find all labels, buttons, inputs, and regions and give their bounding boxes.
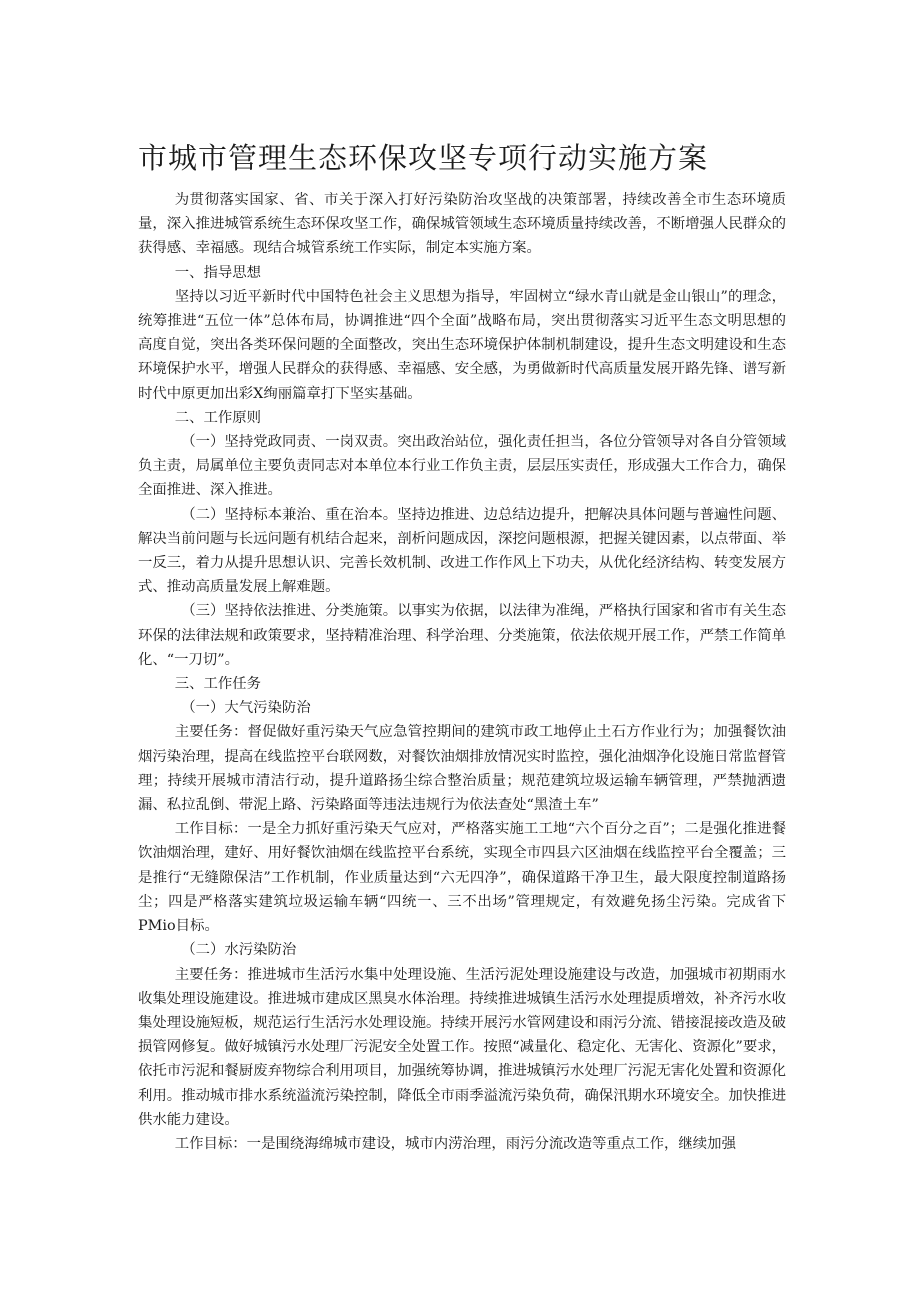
- principle-paragraph-2: （二）坚持标本兼治、重在治本。坚持边推进、边总结边提升，把解决具体问题与普遍性问题、解决当前问题与长远问题有机结合起来，剖析问题成因，深挖问题根源，把握关键因素，以点带面、举一反三，着力从提升思想认识、完善长效机制、改进工作作风上下功夫，从优化经济结构、转变发展方式、推动高质量发展上解难题。: [138, 506, 786, 596]
- air-work-goals-paragraph: 工作目标：一是全力抓好重污染天气应对，严格落实施工工地“六个百分之百”；二是强化推进餐饮油烟治理，建好、用好餐饮油烟在线监控平台系统，实现全市四县六区油烟在线监控平台全覆盖；三是推行“无缝隙保洁”工作机制，作业质量达到“六无四净”，确保道路干净卫生，最大限度控制道路扬尘；四是严格落实建筑垃圾运输车辆“四统一、三不出场”管理规定，有效避免扬尘污染。完成省下PMio目标。: [138, 821, 786, 935]
- water-main-tasks-paragraph: 主要任务：推进城市生活污水集中处理设施、生活污泥处理设施建设与改造，加强城市初期雨水收集处理设施建设。推进城市建成区黑臭水体治理。持续推进城镇生活污水处理提质增效，补齐污水收集处理设施短板，规范运行生活污水处理设施。持续开展污水管网建设和雨污分流、错接混接改造及破损管网修复。做好城镇污水处理厂污泥安全处置工作。按照“减量化、稳定化、无害化、资源化”要求，依托市污泥和餐厨废弃物综合利用项目，加强统筹协调，推进城镇污水处理厂污泥无害化处置和资源化利用。推动城市排水系统溢流污染控制，降低全市雨季溢流污染负荷，确保汛期水环境安全。加快推进供水能力建设。: [138, 966, 786, 1128]
- section-heading-work-principles: 二、工作原则: [174, 409, 262, 426]
- section-heading-guiding-ideology: 一、指导思想: [174, 264, 262, 281]
- document-title: 市城市管理生态环保攻坚专项行动实施方案: [138, 141, 709, 175]
- principle-paragraph-1: （一）坚持党政同责、一岗双责。突出政治站位，强化责任担当，各位分管领导对各自分管领域负主责，局属单位主要负责同志对本单位本行业工作负主责，层层压实责任，形成强大工作合力，确保全面推进、深入推进。: [138, 434, 786, 499]
- document-body: [138, 188, 786, 1156]
- guiding-ideology-paragraph: 坚持以习近平新时代中国特色社会主义思想为指导，牢固树立“绿水青山就是金山银山”的理念，统筹推进“五位一体”总体布局，协调推进“四个全面”战略布局，突出贯彻落实习近平生态文明思想的高度自觉，突出各类环保问题的全面整改，突出生态环境保护体制机制建设，提升生态文明建设和生态环境保护水平，增强人民群众的获得感、幸福感、安全感，为勇做新时代高质量发展开路先锋、谱写新时代中原更加出彩X绚丽篇章打下坚实基础。: [138, 288, 786, 402]
- section-heading-work-tasks: 三、工作任务: [174, 676, 262, 693]
- subsection-heading-air-pollution: （一）大气污染防治: [181, 700, 311, 717]
- air-main-tasks-paragraph: 主要任务：督促做好重污染天气应急管控期间的建筑市政工地停止土石方作业行为；加强餐饮油烟污染治理，提高在线监控平台联网数，对餐饮油烟排放情况实时监控，强化油烟净化设施日常监督管理；持续开展城市清洁行动，提升道路扬尘综合整治质量；规范建筑垃圾运输车辆管理，严禁抛洒遗漏、私拉乱倒、带泥上路、污染路面等违法违规行为依法查处“黑渣土车”: [138, 724, 786, 814]
- water-work-goals-paragraph: 工作目标：一是围绕海绵城市建设，城市内涝治理，雨污分流改造等重点工作，继续加强: [174, 1135, 736, 1152]
- subsection-heading-water-pollution: （二）水污染防治: [181, 942, 297, 959]
- principle-paragraph-3: （三）坚持依法推进、分类施策。以事实为依据，以法律为准绳，严格执行国家和省市有关生态环保的法律法规和政策要求，坚持精准治理、科学治理、分类施策，依法依规开展工作，严禁工作简单化、“一刀切”。: [138, 603, 786, 668]
- intro-paragraph: 为贯彻落实国家、省、市关于深入打好污染防治攻坚战的决策部署，持续改善全市生态环境质量，深入推进城管系统生态环保攻坚工作，确保城管领域生态环境质量持续改善，不断增强人民群众的获得感、幸福感。现结合城管系统工作实际，制定本实施方案。: [138, 192, 786, 257]
